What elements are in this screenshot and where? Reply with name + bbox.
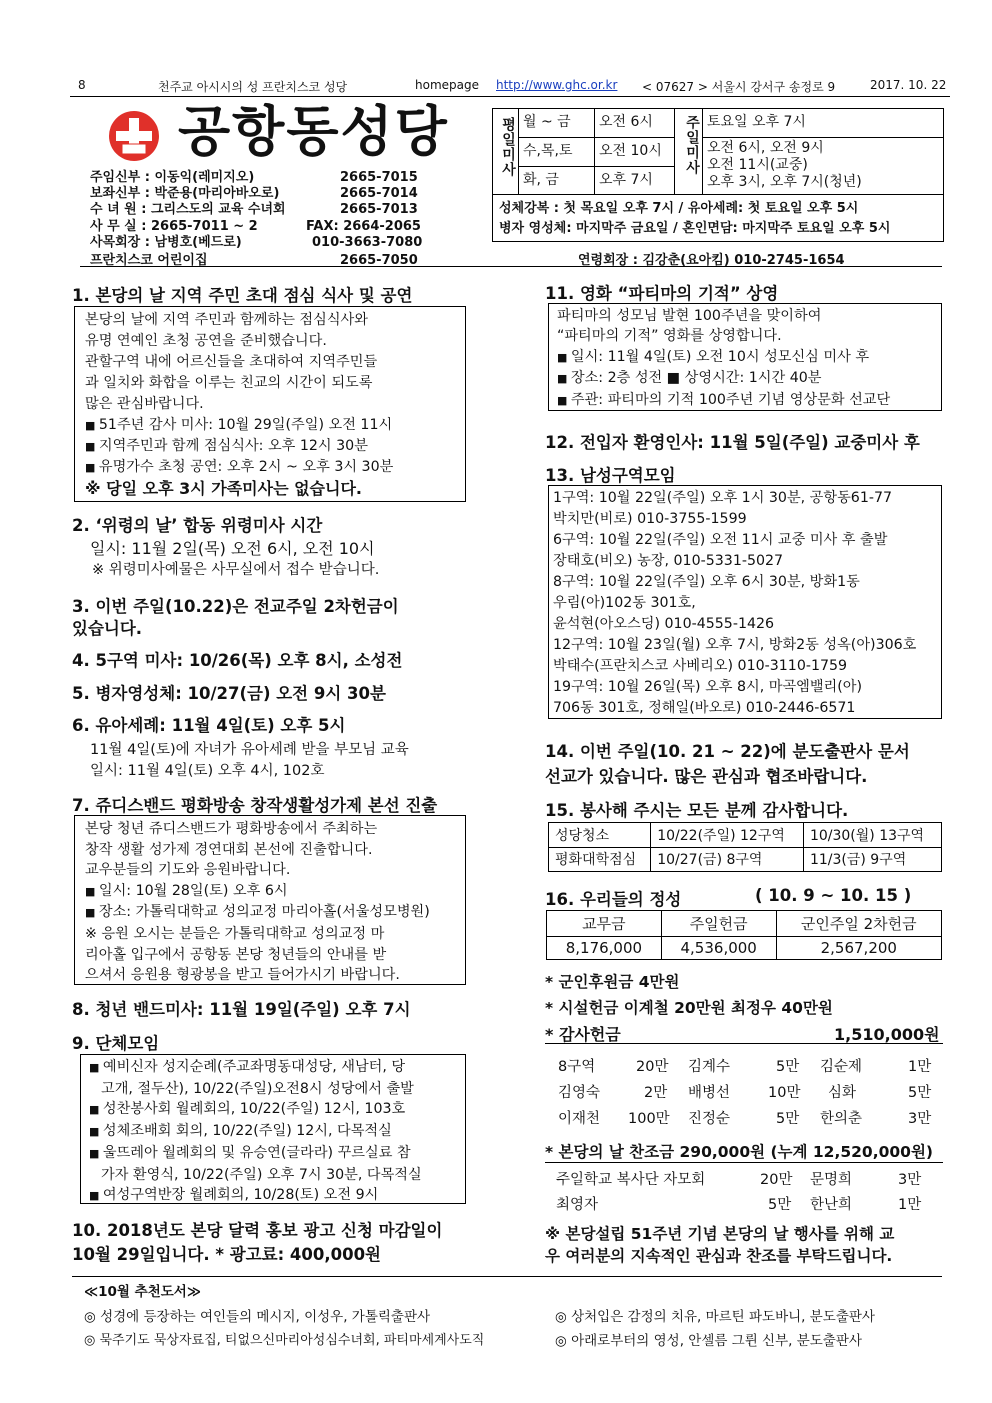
book-item: ◎ 묵주기도 묵상자료집, 티없으신마리아성심수녀회, 파티마세계사도직 [84, 1333, 485, 1348]
donor-list [558, 1054, 938, 1132]
offering-table [546, 910, 942, 960]
section-14-title: 14. 이번 주일(10. 21 ~ 22)에 분도출판사 문서 [545, 742, 910, 761]
liaison: 연령회장 : 김강춘(요아킴) 010-2745-1654 [578, 253, 845, 268]
donor-row: 이재천 100만 진정순 5만 한의춘 3만 [558, 1111, 932, 1127]
staff-row: 수 녀 원 : 그리스도의 교육 수녀회 2665-7013 [90, 202, 418, 218]
book-item: ◎ 상처입은 감정의 치유, 마르틴 파도바니, 분도출판사 [555, 1309, 875, 1325]
divider [545, 1043, 943, 1044]
feast-donor-list [556, 1168, 936, 1218]
list-item: ■ 여성구역반장 월례회의, 10/28(토) 오전 9시 [89, 1185, 457, 1207]
list-item: ■ 유명가수 초청 공연: 오후 2시 ~ 오후 3시 30분 [85, 457, 455, 478]
section-3-title: 3. 이번 주일(10.22)은 전교주일 2차헌금이 [72, 597, 399, 616]
volunteer-table [548, 822, 942, 872]
divider [72, 1276, 942, 1277]
list-item: ■ 일시: 11월 4일(토) 오전 10시 성모신심 미사 후 [557, 347, 933, 368]
list-item: ■ 주관: 파티마의 기적 100주년 기념 영상문화 선교단 [557, 390, 933, 411]
section-2-title: 2. ‘위령의 날’ 합동 위령미사 시간 [72, 516, 323, 535]
list-item: ■ 일시: 10월 28일(토) 오후 6시 [85, 881, 455, 903]
section-1-box: 본당의 날에 지역 주민과 함께하는 점심식사와 유명 연예인 초청 공연을 준비했습니다. 관할구역 내에 어르신들을 초대하여 지역주민들 과 일치와 화합을 이루는 친교의 시간이 되도록 많은 관심바랍니다. ■ 51주년 감사 미사: 10월 29일(주일) 오전 11시 ■ 지역주민과 함께 점심식사: 오후 12시 30분 ■ 유명가수 초청 공연: 오후 2시 ~ 오후 3시 30분 ※ 당일 오후 3시 가족미사는 없습니다. [74, 306, 466, 502]
staff-list [90, 170, 490, 269]
notice: ※ 당일 오후 3시 가족미사는 없습니다. [85, 479, 363, 498]
section-13-title: 13. 남성구역모임 [545, 466, 676, 485]
section-11-box: 파티마의 성모님 발현 100주년을 맞이하여 “파티마의 기적” 영화를 상영합니다. ■ 일시: 11월 4일(토) 오전 10시 성모신심 미사 후 ■ 장소: 2층 성전 ■ 상영시간: 1시간 40분 ■ 주관: 파티마의 기적 100주년 기념 영상문화 선교단 [548, 303, 942, 411]
staff-row: 사 무 실 : 2665-7011 ~ 2 FAX: 2664-2065 [90, 218, 421, 234]
section-5-title: 5. 병자영성체: 10/27(금) 오전 9시 30분 [72, 684, 386, 703]
section-6-title: 6. 유아세례: 11월 4일(토) 오후 5시 [72, 716, 346, 735]
mass-schedule: 평일미사 월 ~ 금 오전 6시 수,목,토 오전 10시 화, 금 오후 7시 주일미사 토요일 오후 7시 오전 6시, 오전 9시 오전 11시(교중) 오후 3시, 오후 7시(청년) 성체강복 : 첫 목요일 오후 7시 / 유아세례: 첫 토요일 오후 5시 병자 영성체: 마지막주 금요일 / 혼인면담: 마지막주 토요일 오후 5시 [492, 108, 944, 242]
list-item: ■ 성체조배회 회의, 10/22(주일) 12시, 다목적실 [89, 1121, 457, 1143]
table-row: 8,176,000 4,536,000 2,567,200 [547, 937, 942, 960]
donor-row: 주일학교 복사단 자모회 20만 문명희 3만 [556, 1172, 922, 1188]
table-row: 성당청소 10/22(주일) 12구역 10/30(월) 13구역 [549, 823, 942, 848]
section-8-title: 8. 청년 밴드미사: 11월 19일(주일) 오후 7시 [72, 1000, 411, 1019]
donor-row: 최영자 5만 한난희 1만 [556, 1197, 922, 1213]
section-4-title: 4. 5구역 미사: 10/26(목) 오후 8시, 소성전 [72, 651, 403, 670]
mass-note: 병자 영성체: 마지막주 금요일 / 혼인면담: 마지막주 토요일 오후 5시 [499, 221, 891, 236]
list-item: ■ 장소: 가톨릭대학교 성의교정 마리아홀(서울성모병원) [85, 902, 455, 924]
issue-date: 2017. 10. 22 [870, 78, 947, 92]
parish-title: 공항동성당 [178, 100, 449, 163]
divider [545, 1162, 943, 1163]
section-11-title: 11. 영화 “파티마의 기적” 상영 [545, 284, 779, 303]
address: < 07627 > 서울시 강서구 송정로 9 [642, 80, 836, 94]
section-16-title: 16. 우리들의 정성 [545, 890, 682, 909]
closing-note: ※ 본당설립 51주년 기념 본당의 날 행사를 위해 교 [545, 1225, 895, 1243]
table-row: 평화대학점심 10/27(금) 8구역 11/3(금) 9구역 [549, 847, 942, 872]
list-item: ■ 울뜨레아 월례회의 및 유승연(글라라) 꾸르실료 참 [89, 1143, 457, 1165]
mass-note: 성체강복 : 첫 목요일 오후 7시 / 유아세례: 첫 토요일 오후 5시 [499, 201, 859, 216]
donor-row: 8구역 20만 김계수 5만 김순제 1만 [558, 1059, 932, 1075]
book-item: ◎ 성경에 등장하는 여인들의 메시지, 이성우, 가톨릭출판사 [84, 1309, 431, 1325]
section-7-title: 7. 쥬디스밴드 평화방송 창작생활성가제 본선 진출 [72, 796, 438, 815]
books-title: ≪10월 추천도서≫ [84, 1284, 201, 1300]
section-13-box: 1구역: 10월 22일(주일) 오후 1시 30분, 공항동61-77 박치만(비로) 010-3755-1599 6구역: 10월 22일(주일) 오전 11시 교중 미사 후 출발 장태호(비오) 농장, 010-5331-5027 8구역: 10월 22일(주일) 오후 6시 30분, 방화1동 우림(아)102동 301호, 윤석현(아오스딩) 010-4555-1426 12구역: 10월 23일(월) 오후 7시, 방화2동 성옥(아)306호 박태수(프란치스코 사베리오) 010-3110-1759 19구역: 10월 26일(목) 오후 8시, 마곡엠밸리(아) 706동 301호, 정해일(바오로) 010-2446-6571 [548, 485, 942, 719]
section-1-title: 1. 본당의 날 지역 주민 초대 점심 식사 및 공연 [72, 286, 413, 305]
list-item: ■ 장소: 2층 성전 ■ 상영시간: 1시간 40분 [557, 368, 933, 389]
offering-period: ( 10. 9 ~ 10. 15 ) [755, 886, 912, 905]
parish-line: 천주교 아시시의 성 프란치스코 성당 [158, 80, 348, 94]
parish-emblem-icon [108, 110, 160, 162]
donor-row: 김영숙 2만 배병선 10만 심화 5만 [558, 1085, 932, 1101]
staff-row: 프란치스코 어린이집 2665-7050 [90, 252, 418, 268]
section-9-title: 9. 단체모임 [72, 1034, 160, 1053]
homepage-link[interactable]: http://www.ghc.or.kr [496, 78, 618, 92]
list-item: ■ 성찬봉사회 월례회의, 10/22(주일) 12시, 103호 [89, 1099, 457, 1121]
section-7-box: 본당 청년 쥬디스밴드가 평화방송에서 주최하는 창작 생활 성가제 경연대회 본선에 진출합니다. 교우분들의 기도와 응원바랍니다. ■ 일시: 10월 28일(토) 오후 6시 ■ 장소: 가톨릭대학교 성의교정 마리아홀(서울성모병원) ※ 응원 오시는 분들은 가톨릭대학교 성의교정 마 리아홀 입구에서 공항동 본당 청년들의 안내를 받 으셔서 응원용 형광봉을 받고 들어가시기 바랍니다. [74, 815, 466, 985]
homepage-label: homepage [415, 78, 479, 92]
feast-offering: * 본당의 날 찬조금 290,000원 (누계 12,520,000원) [545, 1143, 934, 1161]
list-item: ■ 예비신자 성지순례(주교좌명동대성당, 새남터, 당 [89, 1057, 457, 1079]
book-item: ◎ 아래로부터의 영성, 안셀름 그륀 신부, 분도출판사 [555, 1333, 862, 1349]
page-header [70, 74, 950, 97]
staff-row: 주임신부 : 이동익(레미지오) 2665-7015 [90, 170, 418, 185]
staff-row: 보좌신부 : 박준용(마리아바오로) 2665-7014 [90, 186, 418, 202]
section-12-title: 12. 전입자 환영인사: 11월 5일(주일) 교중미사 후 [545, 433, 920, 452]
weekday-mass-label: 평일미사 [493, 109, 519, 195]
sunday-mass-label: 주일미사 [675, 109, 703, 195]
section-15-title: 15. 봉사해 주시는 모든 분께 감사합니다. [545, 801, 849, 820]
section-9-box: ■ 예비신자 성지순례(주교좌명동대성당, 새남터, 당 고개, 절두산), 10/22(주일)오전8시 성당에서 출발 ■ 성찬봉사회 월례회의, 10/22(주일) 12시, 103호 ■ 성체조배회 회의, 10/22(주일) 12시, 다목적실 ■ 울뜨레아 월례회의 및 유승연(글라라) 꾸르실료 참 가자 환영식, 10/22(주일) 오후 7시 30분, 다목적실 ■ 여성구역반장 월례회의, 10/28(토) 오전 9시 [80, 1054, 466, 1204]
staff-row: 사목회장 : 남병호(베드로) 010-3663-7080 [90, 234, 423, 250]
list-item: ■ 51주년 감사 미사: 10월 29일(주일) 오전 11시 [85, 415, 455, 436]
section-10-title: 10. 2018년도 본당 달력 홍보 광고 신청 마감일이 [72, 1221, 443, 1240]
page-number: 8 [78, 78, 86, 92]
table-row: 교무금 주일헌금 군인주일 2차헌금 [547, 911, 942, 937]
list-item: ■ 지역주민과 함께 점심식사: 오후 12시 30분 [85, 436, 455, 457]
